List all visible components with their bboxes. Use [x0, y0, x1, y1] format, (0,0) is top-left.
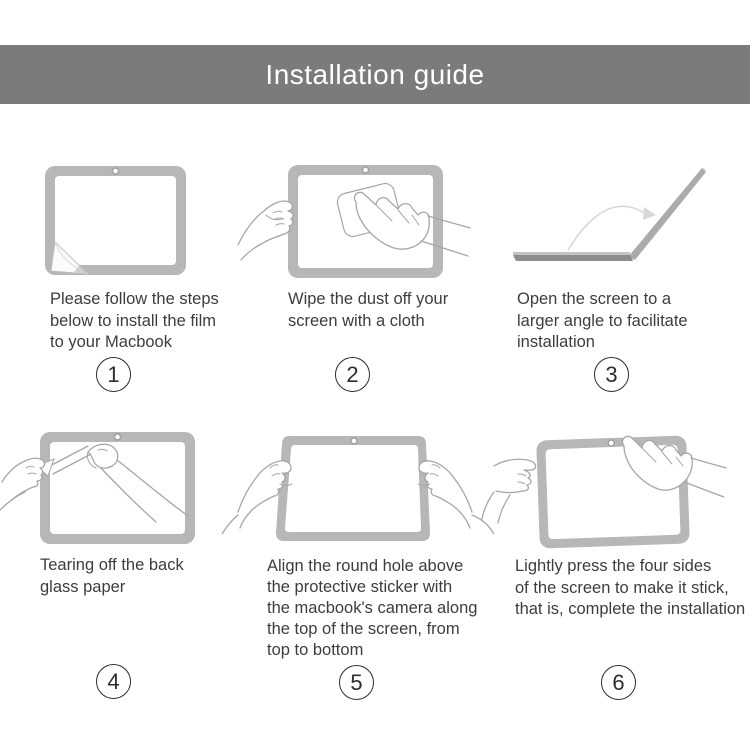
laptop-screen-panel: [628, 168, 706, 260]
caption-line: the macbook's camera along: [267, 599, 478, 617]
camera-dot: [113, 168, 119, 174]
arm-line: [222, 515, 238, 534]
caption-line: Lightly press the four sides: [515, 557, 712, 575]
arm-line: [498, 495, 510, 523]
caption-line: top to bottom: [267, 641, 364, 659]
wipe-screen-illustration: [228, 152, 500, 294]
caption-line: larger angle to facilitate: [517, 311, 688, 330]
tablet-screen: [285, 445, 421, 532]
caption-line: Please follow the steps: [50, 290, 219, 308]
step-caption: [50, 289, 219, 354]
step-caption: [515, 556, 745, 621]
caption-line: Align the round hole above: [267, 557, 464, 575]
caption-line: the protective sticker with: [267, 578, 453, 596]
caption-line: glass paper: [40, 577, 126, 596]
open-arc-arrow: [568, 206, 646, 250]
step-number-badge: 4: [96, 664, 131, 699]
tablet-screen: [55, 176, 176, 265]
camera-dot: [608, 440, 614, 446]
caption-line: Open the screen to a: [517, 290, 672, 308]
press-sides-illustration: [478, 424, 750, 558]
step-number-badge: 2: [335, 357, 370, 392]
arm-line: [684, 482, 724, 497]
camera-dot: [115, 434, 121, 440]
holding-hand-icon: [238, 201, 293, 260]
step-number-badge: 6: [601, 665, 636, 700]
arrow-head: [643, 207, 656, 220]
caption-line: screen with a cloth: [288, 311, 425, 330]
step-caption: [517, 289, 688, 354]
step-number-badge: 5: [339, 665, 374, 700]
caption-line: installation: [517, 333, 595, 351]
step-number-badge: 3: [594, 357, 629, 392]
align-film-illustration: [222, 424, 494, 558]
laptop-base: [513, 255, 633, 261]
step-caption: [267, 556, 477, 661]
step-caption: [40, 555, 184, 598]
caption-line: the top of the screen, from: [267, 620, 460, 638]
page-title: Installation guide: [265, 58, 485, 90]
tear-backing-illustration: [0, 416, 246, 558]
arm-line: [691, 458, 726, 468]
camera-dot: [363, 167, 369, 173]
arm-line: [482, 492, 494, 519]
caption-line: that is, complete the installation: [515, 600, 746, 618]
camera-dot: [351, 438, 357, 444]
side-hand-icon: [482, 459, 536, 523]
header-bar: [0, 45, 750, 104]
caption-line: Tearing off the back: [40, 556, 184, 574]
caption-line: of the screen to make it stick,: [515, 578, 729, 597]
caption-line: to your Macbook: [50, 333, 172, 351]
step-number-badge: 1: [96, 357, 131, 392]
caption-line: below to install the film: [50, 311, 216, 330]
step-caption: [288, 289, 448, 332]
caption-line: Wipe the dust off your: [288, 290, 449, 308]
open-laptop-illustration: [498, 150, 738, 272]
macbook-film-peel-illustration: [38, 158, 202, 282]
